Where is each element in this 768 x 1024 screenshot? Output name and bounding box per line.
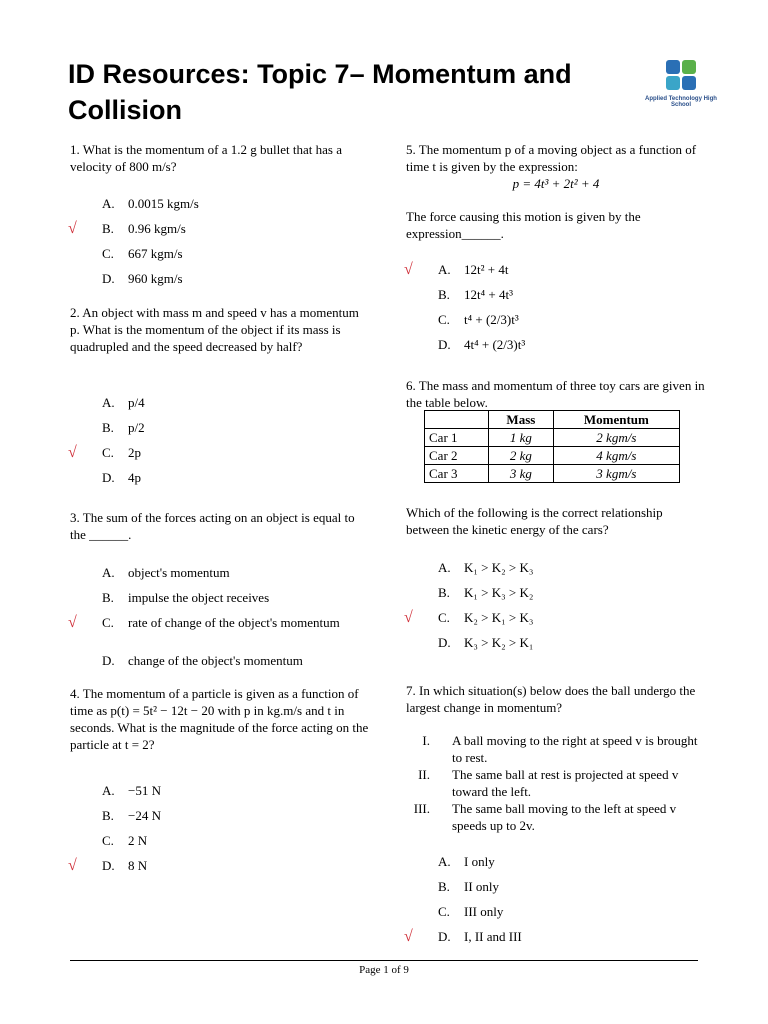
option-text: I only <box>464 854 495 869</box>
table-cell: Car 2 <box>425 447 489 465</box>
option-text: 960 kgm/s <box>128 271 183 286</box>
option-letter: B. <box>102 590 114 605</box>
footer-divider <box>70 960 698 961</box>
table-row <box>425 465 680 483</box>
option-letter: A. <box>102 783 115 798</box>
option-letter: C. <box>102 246 114 261</box>
situation-number: I. <box>422 733 430 748</box>
option-text: K₂ > K₁ > K₃ <box>464 610 534 625</box>
question-2-text: 2. An object with mass m and speed v has a momentum p. What is the momentum of the object if its mass is quadrupled and the speed decreased by half? <box>70 305 359 354</box>
option-letter: B. <box>438 585 450 600</box>
answer-option[interactable] <box>406 559 706 584</box>
answer-option[interactable] <box>70 220 370 245</box>
option-text: p/4 <box>128 395 145 410</box>
answer-option[interactable] <box>406 609 706 634</box>
answer-option[interactable] <box>70 652 370 677</box>
table-header <box>425 411 489 429</box>
option-text: 667 kgm/s <box>128 246 183 261</box>
correct-check-icon: √ <box>68 220 77 237</box>
correct-check-icon: √ <box>404 261 413 278</box>
table-cell: 4 kgm/s <box>553 447 679 465</box>
logo-tile <box>682 76 696 90</box>
question-5-text-2: The force causing this motion is given by the expression______. <box>406 209 641 241</box>
correct-check-icon: √ <box>68 857 77 874</box>
answer-option[interactable] <box>406 903 706 928</box>
answer-option[interactable] <box>406 336 706 361</box>
option-text: impulse the object receives <box>128 590 270 605</box>
option-letter: D. <box>438 929 451 944</box>
question-7-options <box>406 853 706 953</box>
option-letter: D. <box>102 470 115 485</box>
option-letter: A. <box>438 854 451 869</box>
option-text: 12t² + 4t <box>464 262 509 277</box>
table-header: Mass <box>489 411 554 429</box>
question-3-options <box>70 564 370 677</box>
table-cell: 1 kg <box>489 429 554 447</box>
option-text: 0.96 kgm/s <box>128 221 186 236</box>
option-letter: A. <box>102 565 115 580</box>
answer-option[interactable] <box>70 857 370 882</box>
situation-number: II. <box>418 767 430 782</box>
question-7-situations <box>406 732 706 834</box>
answer-option[interactable] <box>70 394 370 419</box>
cars-table <box>424 410 680 483</box>
answer-option[interactable] <box>70 564 370 589</box>
logo-tile <box>666 76 680 90</box>
answer-option[interactable] <box>70 444 370 469</box>
table-cell: Car 3 <box>425 465 489 483</box>
answer-option[interactable] <box>406 928 706 953</box>
situation-text: The same ball at rest is projected at speed v toward the left. <box>452 767 679 799</box>
situation-item <box>406 800 706 834</box>
option-text: 8 N <box>128 858 148 873</box>
table-header: Momentum <box>553 411 679 429</box>
option-text: 4t⁴ + (2/3)t³ <box>464 337 526 352</box>
option-letter: A. <box>438 262 451 277</box>
option-letter: B. <box>438 879 450 894</box>
situation-text: The same ball moving to the left at speed v speeds up to 2v. <box>452 801 677 833</box>
option-text: K₁ > K₂ > K₃ <box>464 560 534 575</box>
option-letter: C. <box>102 833 114 848</box>
option-text: 2p <box>128 445 141 460</box>
option-text: K₁ > K₃ > K₂ <box>464 585 534 600</box>
option-text: object's momentum <box>128 565 230 580</box>
question-6-text-2: Which of the following is the correct relationship between the kinetic energy of the cars? <box>406 505 663 537</box>
question-1-options <box>70 195 370 295</box>
page-title: ID Resources: Topic 7– Momentum and Collision <box>68 59 572 125</box>
option-text: III only <box>464 904 504 919</box>
option-text: rate of change of the object's momentum <box>128 615 340 630</box>
table-header-row <box>425 411 680 429</box>
logo-caption: Applied Technology High School <box>645 96 717 108</box>
option-text: −51 N <box>128 783 161 798</box>
school-logo <box>640 58 722 110</box>
answer-option[interactable] <box>70 807 370 832</box>
answer-option[interactable] <box>70 195 370 220</box>
situation-item <box>406 732 706 766</box>
answer-option[interactable] <box>406 286 706 311</box>
answer-option[interactable] <box>406 584 706 609</box>
answer-option[interactable] <box>406 261 706 286</box>
option-letter: A. <box>102 395 115 410</box>
question-5-expression: p = 4t³ + 2t² + 4 <box>512 176 600 191</box>
situation-text: A ball moving to the right at speed v is brought to rest. <box>452 733 698 765</box>
option-letter: D. <box>102 858 115 873</box>
option-text: K₃ > K₂ > K₁ <box>464 635 534 650</box>
option-letter: D. <box>438 635 451 650</box>
answer-option[interactable] <box>406 853 706 878</box>
page-number: Page 1 of 9 <box>359 964 409 976</box>
table-cell: 2 kg <box>489 447 554 465</box>
question-6-options <box>406 559 706 659</box>
answer-option[interactable] <box>70 245 370 270</box>
option-letter: B. <box>102 420 114 435</box>
question-3-text: 3. The sum of the forces acting on an object is equal to the ______. <box>70 510 355 542</box>
table-row <box>425 429 680 447</box>
option-letter: C. <box>102 615 114 630</box>
table-cell: 3 kgm/s <box>553 465 679 483</box>
correct-check-icon: √ <box>68 444 77 461</box>
correct-check-icon: √ <box>404 609 413 626</box>
option-letter: D. <box>102 271 115 286</box>
option-text: 4p <box>128 470 141 485</box>
answer-option[interactable] <box>70 782 370 807</box>
option-text: I, II and III <box>464 929 522 944</box>
option-text: change of the object's momentum <box>128 653 303 668</box>
option-letter: C. <box>438 610 450 625</box>
answer-option[interactable] <box>70 832 370 857</box>
table-cell: 2 kgm/s <box>553 429 679 447</box>
answer-option[interactable] <box>70 469 370 494</box>
logo-tile <box>682 60 696 74</box>
question-4-options <box>70 782 370 882</box>
correct-check-icon: √ <box>68 614 77 631</box>
table-cell: 3 kg <box>489 465 554 483</box>
option-letter: D. <box>102 653 115 668</box>
answer-option[interactable] <box>70 614 370 652</box>
question-1-text: 1. What is the momentum of a 1.2 g bullet that has a velocity of 800 m/s? <box>70 142 342 174</box>
option-letter: C. <box>438 312 450 327</box>
answer-option[interactable] <box>70 270 370 295</box>
option-letter: A. <box>102 196 115 211</box>
question-2-options <box>70 394 370 494</box>
logo-tile <box>666 60 680 74</box>
option-letter: B. <box>438 287 450 302</box>
answer-option[interactable] <box>406 878 706 903</box>
option-text: 2 N <box>128 833 148 848</box>
option-letter: A. <box>438 560 451 575</box>
question-5-prompt: 5. The momentum p of a moving object as a function of time t is given by the expression: <box>406 142 697 174</box>
option-text: −24 N <box>128 808 161 823</box>
correct-check-icon: √ <box>404 928 413 945</box>
answer-option[interactable] <box>406 634 706 659</box>
option-letter: B. <box>102 808 114 823</box>
answer-option[interactable] <box>70 589 370 614</box>
option-letter: C. <box>102 445 114 460</box>
question-4-text: 4. The momentum of a particle is given as a function of time as p(t) = 5t² − 12t − 20 with p in kg.m/s and t in seconds. What is the magnitude of the force acting on the particle at t = 2? <box>70 686 369 752</box>
question-5-text <box>406 141 706 192</box>
question-7-text: 7. In which situation(s) below does the ball undergo the largest change in momentum? <box>406 683 696 715</box>
option-letter: C. <box>438 904 450 919</box>
question-6-text: 6. The mass and momentum of three toy cars are given in the table below. <box>406 378 705 410</box>
situation-number: III. <box>413 801 430 816</box>
situation-item <box>406 766 706 800</box>
answer-option[interactable] <box>70 419 370 444</box>
option-text: II only <box>464 879 500 894</box>
option-text: 12t⁴ + 4t³ <box>464 287 513 302</box>
option-letter: D. <box>438 337 451 352</box>
question-5-options <box>406 261 706 361</box>
option-text: p/2 <box>128 420 145 435</box>
option-text: t⁴ + (2/3)t³ <box>464 312 519 327</box>
table-row <box>425 447 680 465</box>
answer-option[interactable] <box>406 311 706 336</box>
option-text: 0.0015 kgm/s <box>128 196 199 211</box>
option-letter: B. <box>102 221 114 236</box>
table-cell: Car 1 <box>425 429 489 447</box>
